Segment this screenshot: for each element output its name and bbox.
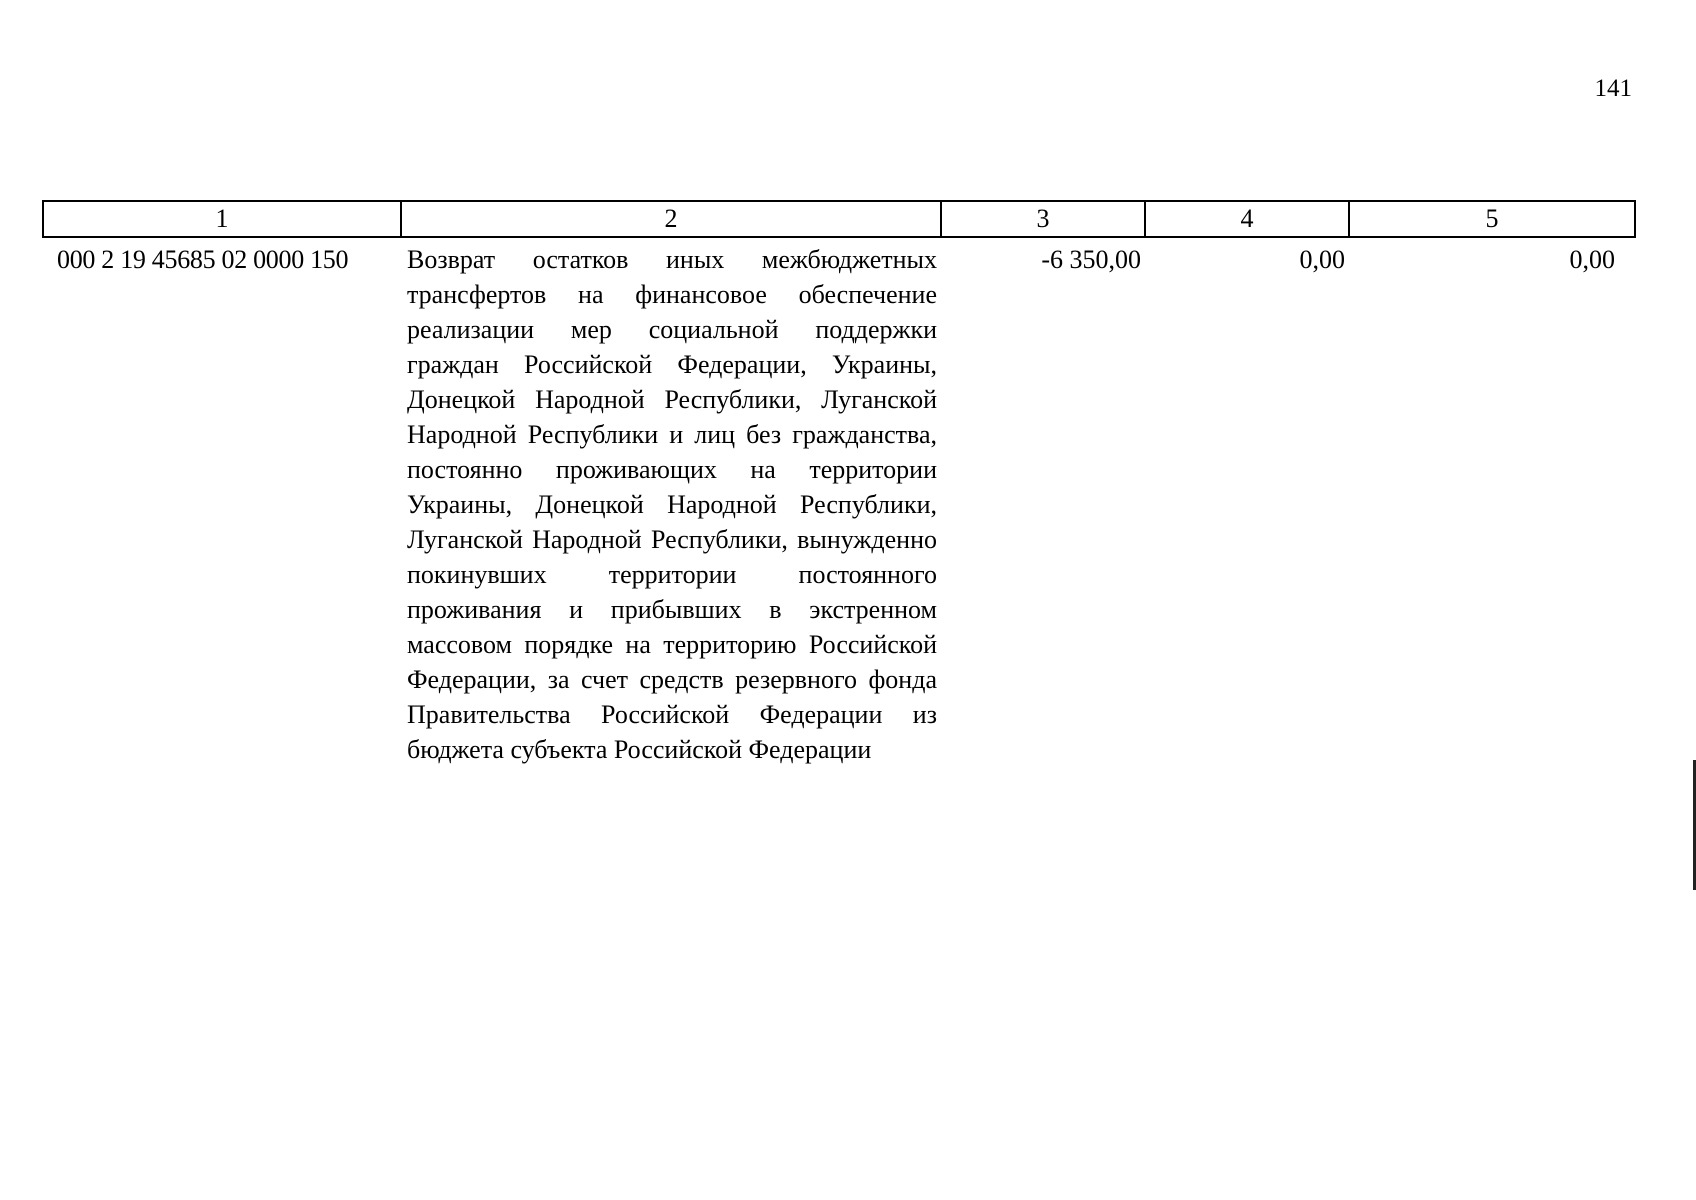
- page-number: 141: [1594, 75, 1632, 102]
- column-header-2: 2: [401, 201, 941, 237]
- table-row: [43, 237, 1635, 768]
- column-header-5: 5: [1349, 201, 1635, 237]
- amount-col3-cell: -6 350,00: [1041, 245, 1141, 274]
- column-number-row: [43, 201, 1635, 237]
- amount-col5-cell: 0,00: [1569, 245, 1615, 274]
- table-header: [43, 201, 1635, 237]
- column-header-4: 4: [1145, 201, 1349, 237]
- description-cell: Возврат остатков иных межбюджетных трансфертов на финансовое обеспечение реализации мер социальной поддержки граждан Российской Федерации, Украины, Донецкой Народной Республики, Луганской Народной Республики и лиц без гражданства, постоянно проживающих на территории Украины, Донецкой Народной Республики, Луганской Народной Республики, вынужденно покинувших территории постоянного проживания и прибывших в экстренном массовом порядке на территорию Российской Федерации, за счет средств резервного фонда Правительства Российской Федерации из бюджета субъекта Российской Федерации: [407, 245, 937, 764]
- amount-col4-cell: 0,00: [1299, 245, 1345, 274]
- budget-table: [42, 200, 1636, 768]
- column-header-3: 3: [941, 201, 1145, 237]
- budget-code-cell: 000 2 19 45685 02 0000 150: [57, 245, 349, 274]
- table-body: [43, 237, 1635, 768]
- column-header-1: 1: [43, 201, 401, 237]
